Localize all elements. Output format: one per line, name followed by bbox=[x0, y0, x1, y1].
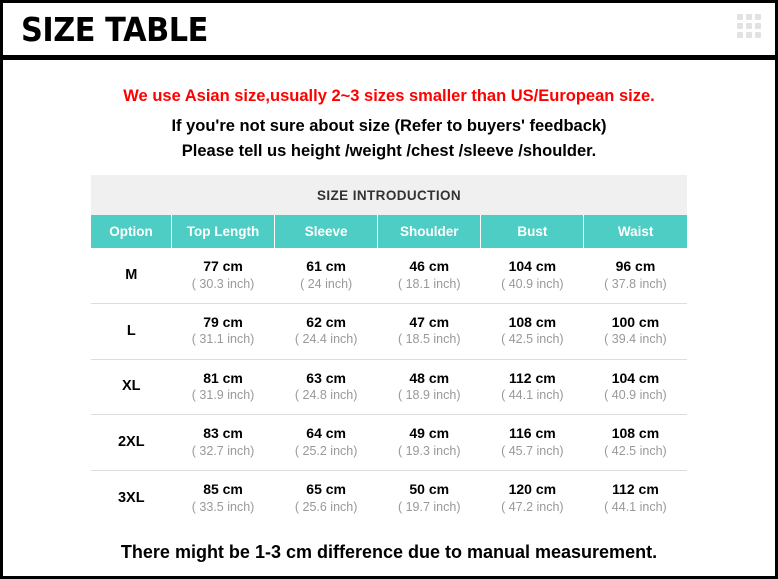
notice-line-warning: We use Asian size,usually 2~3 sizes smaller than US/European size. bbox=[123, 87, 655, 105]
cell-option bbox=[91, 415, 172, 471]
cell-sleeve bbox=[275, 415, 378, 471]
value-cm: 112 cm bbox=[612, 481, 659, 497]
cell-sleeve bbox=[275, 303, 378, 359]
cell-waist bbox=[584, 415, 687, 471]
value-inch: ( 39.4 inch) bbox=[604, 332, 667, 347]
column-header-sleeve: Sleeve bbox=[275, 215, 378, 248]
value-inch: ( 18.9 inch) bbox=[397, 388, 461, 402]
table-body bbox=[91, 248, 687, 526]
cell-option bbox=[91, 359, 172, 415]
value-cm: 104 cm bbox=[508, 258, 557, 274]
value-inch: ( 19.7 inch) bbox=[397, 499, 461, 514]
cell-shoulder bbox=[378, 359, 481, 415]
value-cm: 104 cm bbox=[611, 369, 660, 386]
page-header bbox=[3, 3, 775, 60]
value-inch: ( 18.1 inch) bbox=[397, 276, 461, 291]
cell-waist bbox=[584, 303, 687, 359]
value-cm: 79 cm bbox=[203, 313, 243, 330]
value-inch: ( 42.5 inch) bbox=[501, 332, 564, 347]
value-cm: 83 cm bbox=[203, 425, 243, 442]
value-cm: 65 cm bbox=[306, 481, 346, 497]
table-row bbox=[91, 415, 687, 471]
cell-bust bbox=[481, 415, 584, 471]
cell-top-length bbox=[172, 303, 275, 359]
value-inch: ( 33.5 inch) bbox=[191, 499, 255, 514]
table-row bbox=[91, 248, 687, 303]
value-cm: 108 cm bbox=[611, 425, 660, 442]
value-cm: 48 cm bbox=[409, 369, 450, 386]
value-cm: 77 cm bbox=[203, 258, 243, 274]
value-inch: ( 18.5 inch) bbox=[397, 332, 461, 347]
value-inch: ( 40.9 inch) bbox=[501, 276, 564, 291]
grid-dots-icon bbox=[737, 14, 761, 38]
value-inch: ( 24 inch) bbox=[300, 276, 353, 291]
value-cm: 116 cm bbox=[508, 425, 556, 442]
value-inch: ( 31.1 inch) bbox=[191, 332, 255, 347]
value-cm: 47 cm bbox=[409, 313, 450, 330]
value-inch: ( 24.4 inch) bbox=[294, 332, 358, 347]
value-inch: ( 40.9 inch) bbox=[604, 388, 667, 402]
cell-top-length bbox=[172, 359, 275, 415]
value-inch: ( 31.9 inch) bbox=[191, 388, 255, 402]
option-label: XL bbox=[121, 378, 141, 395]
option-label: L bbox=[126, 322, 136, 339]
cell-shoulder bbox=[378, 415, 481, 471]
cell-option bbox=[91, 303, 172, 359]
value-inch: ( 24.8 inch) bbox=[294, 388, 358, 402]
cell-bust bbox=[481, 359, 584, 415]
value-inch: ( 42.5 inch) bbox=[604, 443, 667, 458]
value-inch: ( 25.2 inch) bbox=[294, 443, 358, 458]
value-cm: 49 cm bbox=[409, 425, 450, 442]
value-cm: 108 cm bbox=[508, 313, 557, 330]
cell-waist bbox=[584, 471, 687, 526]
cell-sleeve bbox=[275, 248, 378, 303]
cell-option bbox=[91, 248, 172, 303]
cell-shoulder bbox=[378, 248, 481, 303]
cell-top-length bbox=[172, 471, 275, 526]
column-header-bust: Bust bbox=[481, 215, 584, 248]
cell-shoulder bbox=[378, 303, 481, 359]
cell-bust bbox=[481, 471, 584, 526]
value-inch: ( 37.8 inch) bbox=[604, 276, 667, 291]
cell-bust bbox=[481, 303, 584, 359]
value-inch: ( 30.3 inch) bbox=[191, 276, 255, 291]
value-inch: ( 44.1 inch) bbox=[604, 499, 667, 514]
value-cm: 112 cm bbox=[508, 369, 556, 386]
column-header-option: Option bbox=[91, 215, 172, 248]
value-cm: 63 cm bbox=[306, 369, 346, 386]
table-row bbox=[91, 471, 687, 526]
cell-top-length bbox=[172, 248, 275, 303]
table-head bbox=[91, 215, 687, 248]
cell-waist bbox=[584, 248, 687, 303]
table-row bbox=[91, 359, 687, 415]
table-header-row bbox=[91, 215, 687, 248]
value-cm: 100 cm bbox=[611, 313, 660, 330]
cell-top-length bbox=[172, 415, 275, 471]
cell-bust bbox=[481, 248, 584, 303]
value-inch: ( 19.3 inch) bbox=[397, 443, 461, 458]
cell-sleeve bbox=[275, 471, 378, 526]
option-label: M bbox=[125, 266, 138, 283]
value-cm: 64 cm bbox=[306, 425, 346, 442]
page-title: SIZE TABLE bbox=[21, 9, 208, 49]
value-inch: ( 32.7 inch) bbox=[191, 443, 255, 458]
option-label: 3XL bbox=[117, 489, 145, 506]
measurement-footnote: There might be 1-3 cm difference due to manual measurement. bbox=[120, 541, 658, 562]
cell-sleeve bbox=[275, 359, 378, 415]
column-header-waist: Waist bbox=[584, 215, 687, 248]
value-cm: 62 cm bbox=[306, 313, 346, 330]
value-cm: 96 cm bbox=[615, 258, 656, 274]
column-header-shoulder: Shoulder bbox=[378, 215, 481, 248]
cell-option bbox=[91, 471, 172, 526]
notice-line-measurements: Please tell us height /weight /chest /sleeve /shoulder. bbox=[181, 142, 597, 160]
table-caption: SIZE INTRODUCTION bbox=[91, 175, 687, 215]
cell-shoulder bbox=[378, 471, 481, 526]
option-label: 2XL bbox=[117, 434, 145, 451]
value-inch: ( 44.1 inch) bbox=[501, 388, 564, 402]
notice-line-feedback: If you're not sure about size (Refer to buyers' feedback) bbox=[171, 117, 607, 135]
value-cm: 50 cm bbox=[409, 481, 450, 497]
table-row bbox=[91, 303, 687, 359]
notice-block bbox=[3, 87, 775, 161]
column-header-top-length: Top Length bbox=[172, 215, 275, 248]
value-cm: 120 cm bbox=[508, 481, 557, 497]
value-cm: 46 cm bbox=[409, 258, 450, 274]
value-inch: ( 45.7 inch) bbox=[501, 443, 564, 458]
value-cm: 85 cm bbox=[203, 481, 243, 497]
size-table-container bbox=[91, 175, 687, 526]
value-inch: ( 25.6 inch) bbox=[294, 499, 358, 514]
value-cm: 61 cm bbox=[306, 258, 346, 274]
cell-waist bbox=[584, 359, 687, 415]
value-cm: 81 cm bbox=[203, 369, 243, 386]
value-inch: ( 47.2 inch) bbox=[501, 499, 564, 514]
size-table bbox=[91, 175, 687, 526]
